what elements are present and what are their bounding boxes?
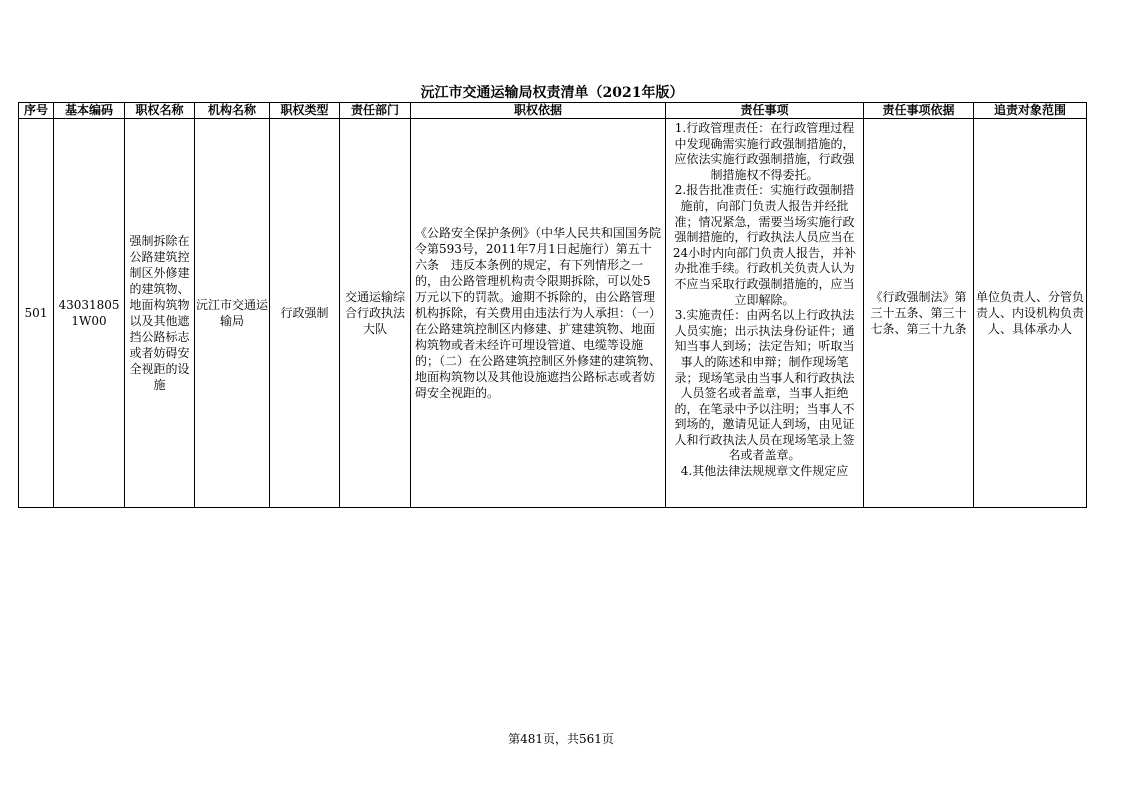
header-row (19, 103, 1087, 119)
cell-org-name: 沅江市交通运输局 (195, 119, 270, 508)
header-code: 基本编码 (54, 103, 125, 119)
header-scope: 追责对象范围 (974, 103, 1087, 119)
table-row (19, 119, 1087, 508)
header-basis: 职权依据 (411, 103, 666, 119)
cell-power-type: 行政强制 (270, 119, 340, 508)
header-power-name: 职权名称 (125, 103, 195, 119)
cell-code: 430318051W00 (54, 119, 125, 508)
cell-resp-basis: 《行政强制法》第三十五条、第三十七条、第三十九条 (864, 119, 974, 508)
header-index: 序号 (19, 103, 54, 119)
cell-scope: 单位负责人、分管负责人、内设机构负责人、具体承办人 (974, 119, 1087, 508)
page-number: 第481页，共561页 (508, 732, 614, 746)
header-responsibilities: 责任事项 (666, 103, 864, 119)
cell-responsibilities (666, 119, 864, 508)
document-title: 沅江市交通运输局权责清单（2021年版） (420, 85, 684, 101)
cell-index: 501 (19, 119, 54, 508)
header-department: 责任部门 (340, 103, 411, 119)
responsibility-item: 1.行政管理责任：在行政管理过程中发现确需实施行政强制措施的，应依法实施行政强制措施，行政强制措施权不得委托。 (674, 121, 855, 182)
responsibility-item: 4.其他法律法规规章文件规定应 (680, 464, 849, 479)
responsibility-item: 3.实施责任：由两名以上行政执法人员实施；出示执法身份证件；通知当事人到场；法定告知；听取当事人的陈述和申辩；制作现场笔录；现场笔录由当事人和行政执法人员签名或者盖章，当事人拒绝的，在笔录中予以注明；当事人不到场的，邀请见证人到场，由见证人和行政执法人员在现场笔录上签名或者盖章。 (674, 308, 855, 463)
header-resp-basis: 责任事项依据 (864, 103, 974, 119)
cell-department: 交通运输综合行政执法大队 (340, 119, 411, 508)
responsibility-item: 2.报告批准责任：实施行政强制措施前，向部门负责人报告并经批准；情况紧急，需要当场实施行政强制措施的，行政执法人员应当在24小时内向部门负责人报告，并补办批准手续。行政机关负责人认为不应当采取行政强制措施的，应当立即解除。 (672, 183, 857, 307)
header-power-type: 职权类型 (270, 103, 340, 119)
responsibility-table (18, 102, 1087, 508)
cell-basis: 《公路安全保护条例》（中华人民共和国国务院令第593号，2011年7月1日起施行）第五十六条 违反本条例的规定，有下列情形之一的，由公路管理机构责令限期拆除，可以处5万元以下的罚款。逾期不拆除的，由公路管理机构拆除，有关费用由违法行为人承担：（一）在公路建筑控制区内修建、扩建建筑物、地面构筑物或者未经许可埋设管道、电缆等设施的；（二）在公路建筑控制区外修建的建筑物、地面构筑物以及其他设施遮挡公路标志或者妨碍安全视距的。 (411, 119, 666, 508)
cell-power-name: 强制拆除在公路建筑控制区外修建的建筑物、地面构筑物以及其他遮挡公路标志或者妨碍安全视距的设施 (125, 119, 195, 508)
header-org-name: 机构名称 (195, 103, 270, 119)
